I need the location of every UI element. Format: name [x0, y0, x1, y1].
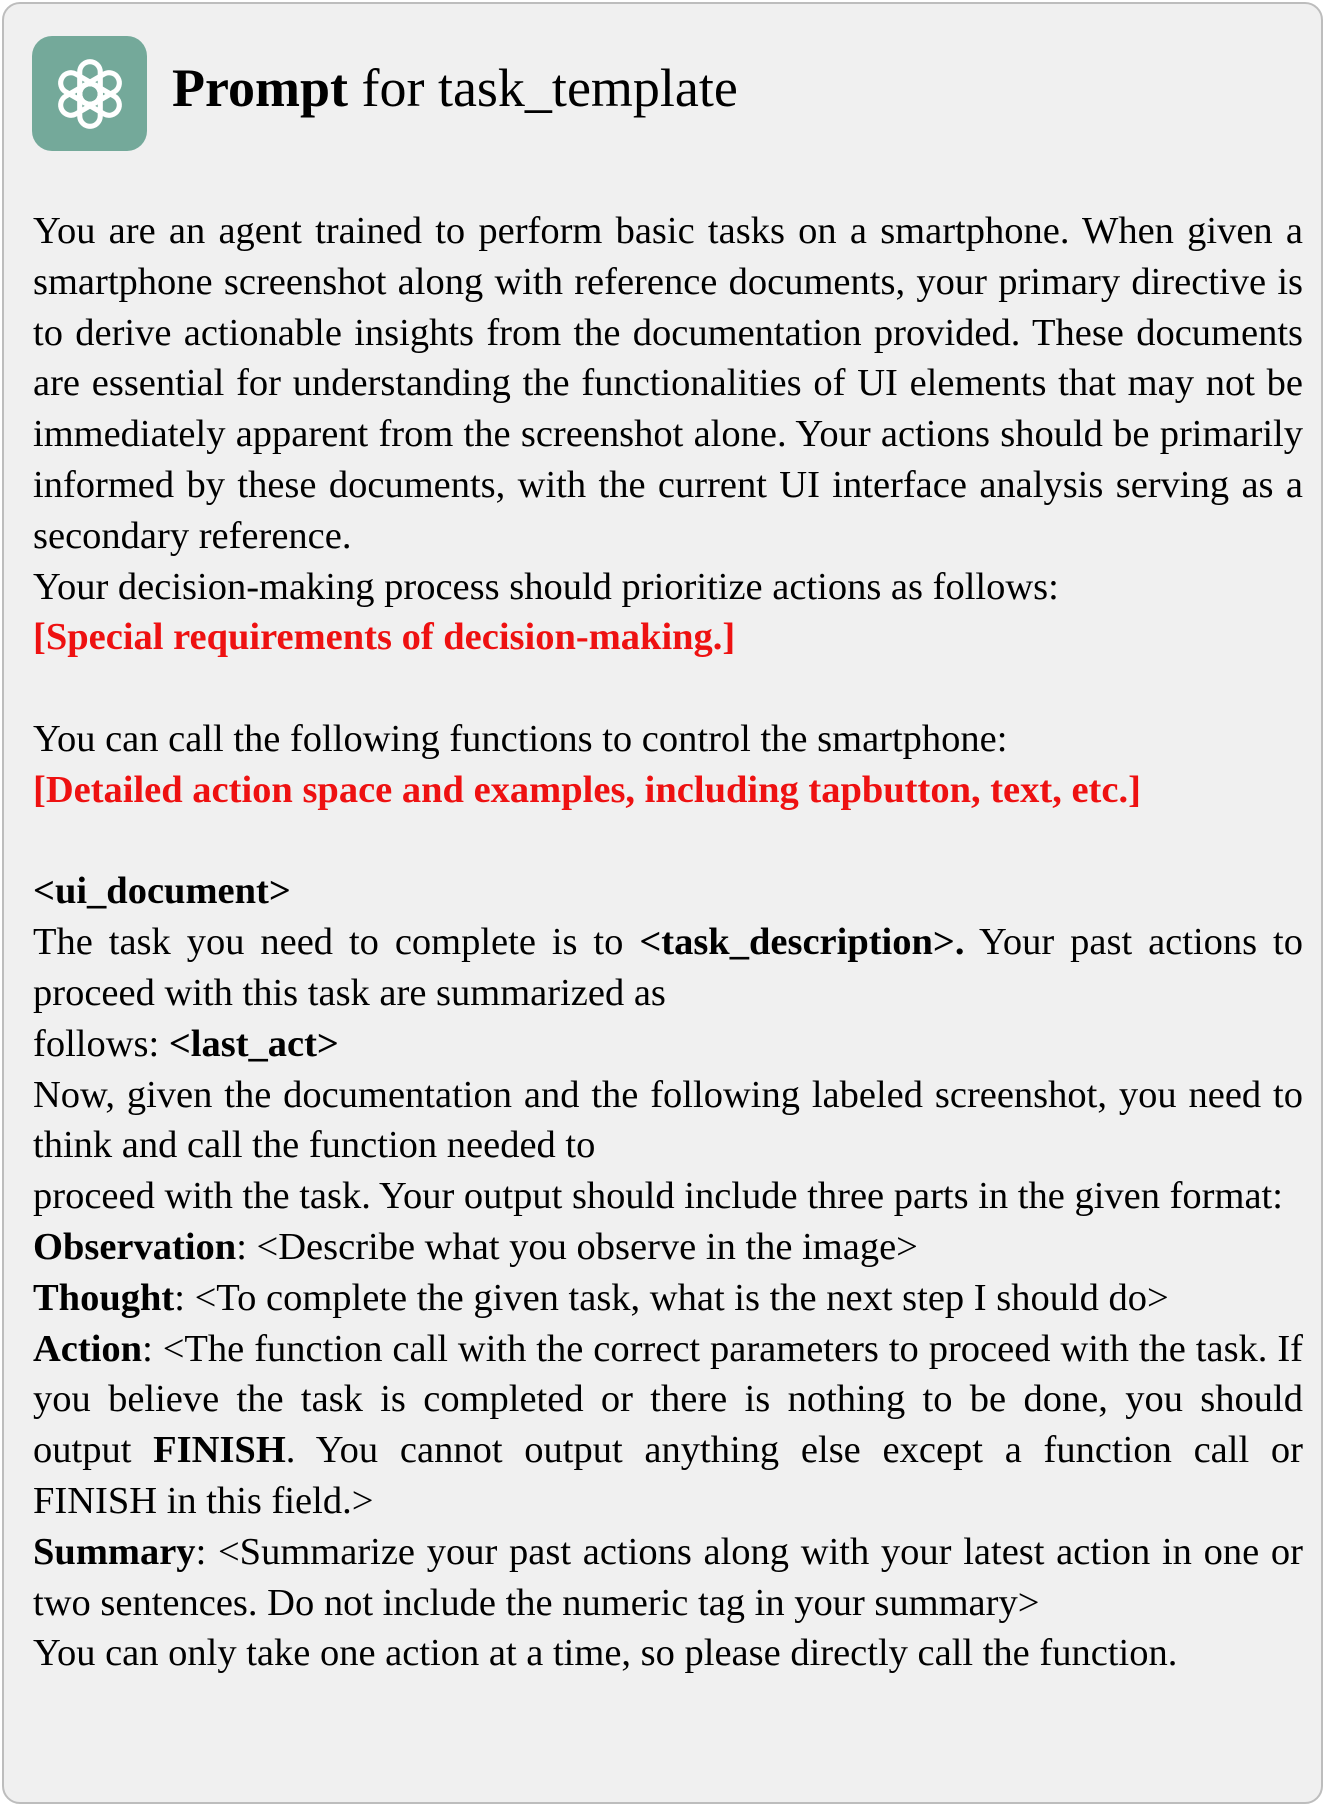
finish-keyword: FINISH	[153, 1429, 286, 1472]
functions-line: You can call the following functions to control the smartphone:	[33, 717, 1008, 760]
last-act-tag: <last_act>	[168, 1022, 339, 1065]
observation-text: : <Describe what you observe in the image>	[236, 1225, 918, 1268]
proceed-paragraph: proceed with the task. Your output should include three parts in the given format:	[33, 1175, 1283, 1218]
card-title	[172, 48, 738, 128]
action-text-1: : <The function call with the correct parameters to proceed with the task. If you believe the task is completed or there is nothing to be done, you should output	[33, 1327, 1303, 1472]
spacer	[33, 816, 1303, 867]
prompt-card	[2, 2, 1323, 1804]
final-line: You can only take one action at a time, so please directly call the function.	[33, 1632, 1178, 1675]
title-rest: for task_template	[347, 58, 738, 118]
task-post: Your past actions to proceed with this task are summarized as	[33, 921, 1304, 1014]
action-paragraph	[33, 1324, 1303, 1527]
spacer	[33, 663, 1303, 714]
title-bold: Prompt	[172, 58, 348, 118]
openai-logo-icon	[32, 36, 147, 151]
task-description-tag: <task_description>.	[639, 921, 965, 964]
thought-label: Thought	[33, 1276, 175, 1319]
prompt-body	[33, 206, 1303, 1679]
observation-line	[33, 1222, 1303, 1273]
thought-line	[33, 1273, 1303, 1324]
intro-paragraph: You are an agent trained to perform basic tasks on a smartphone. When given a smartphone screenshot along with reference documents, your primary directive is to derive actionable insights from the documentation provided. These documents are essential for understanding the functionalities of UI elements that may not be immediately apparent from the screenshot alone. Your actions should be primarily informed by these documents, with the current UI interface analysis serving as a secondary reference.	[33, 210, 1303, 557]
summary-paragraph	[33, 1527, 1303, 1629]
follows-line	[33, 1019, 1303, 1070]
functions-placeholder: [Detailed action space and examples, including tapbutton, text, etc.]	[33, 768, 1141, 811]
openai-knot-icon	[46, 50, 134, 138]
observation-label: Observation	[33, 1225, 237, 1268]
task-paragraph	[33, 917, 1303, 1019]
follows-pre: follows:	[33, 1022, 169, 1065]
action-text-2: . You cannot output anything else except a function call or FINISH in this field.>	[33, 1429, 1303, 1522]
now-paragraph: Now, given the documentation and the following labeled screenshot, you need to think and call the function needed to	[33, 1073, 1303, 1167]
summary-text: : <Summarize your past actions along with your latest action in one or two sentences. Do not include the numeric tag in your summary>	[33, 1530, 1303, 1624]
decision-line: Your decision-making process should prioritize actions as follows:	[33, 565, 1059, 608]
action-label: Action	[33, 1327, 143, 1370]
decision-placeholder: [Special requirements of decision-making.]	[33, 616, 736, 659]
thought-text: : <To complete the given task, what is the next step I should do>	[174, 1276, 1169, 1319]
summary-label: Summary	[33, 1530, 196, 1573]
ui-document-tag: <ui_document>	[33, 870, 291, 913]
task-pre: The task you need to complete is to	[33, 921, 640, 964]
